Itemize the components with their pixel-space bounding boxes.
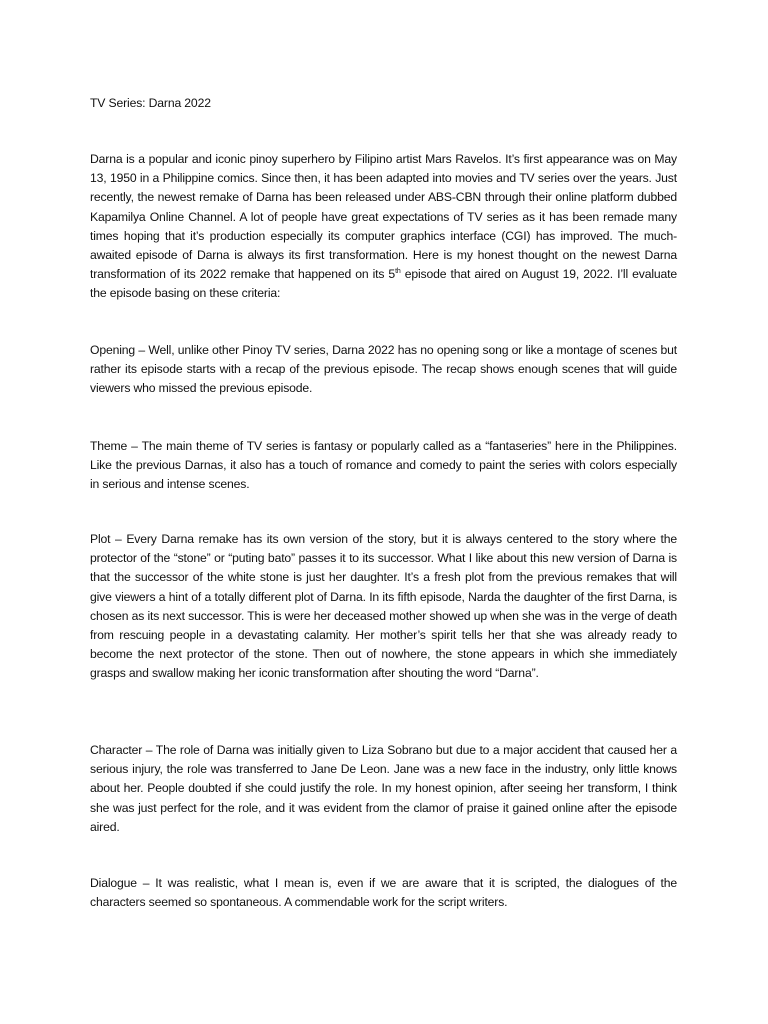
dialogue-paragraph: Dialogue – It was realistic, what I mean is, even if we are aware that it is scripted, the dialogues of the characters seemed so spontaneous. A commendable work for the script writers.: [90, 876, 677, 910]
opening-paragraph: Opening – Well, unlike other Pinoy TV series, Darna 2022 has no opening song or like a montage of scenes but rather its episode starts with a recap of the previous episode. The recap shows enough scenes that will guide viewers who missed the previous episode.: [90, 343, 677, 396]
ordinal-superscript: th: [395, 268, 401, 276]
intro-text-part2: episode that aired on August 19, 2022. I’ll evaluate the episode basing on these criteria:: [90, 267, 678, 301]
document-title: TV Series: Darna 2022: [90, 96, 211, 110]
intro-text-part1: Darna is a popular and iconic pinoy superhero by Filipino artist Mars Ravelos. It’s first appearance was on May 13, 1950 in a Philippine comics. Since then, it has been adapted into movies and TV series over the years. Just recently, the newest remake of Darna has been released under ABS-CBN through their online platform dubbed Kapamilya Online Channel. A lot of people have great expectations of TV series as it has been remade many times hoping that it’s production especially its computer graphics interface (CGI) has improved. The much-awaited episode of Darna is always its first transformation. Here is my honest thought on the newest Darna transformation of its 2022 remake that happened on its 5: [90, 152, 677, 282]
intro-paragraph: [90, 150, 677, 304]
plot-paragraph: Plot – Every Darna remake has its own version of the story, but it is always centered to the story where the protector of the “stone” or “puting bato” passes it to its successor. What I like about this new version of Darna is that the successor of the white stone is just her daughter. It’s a fresh plot from the previous remakes that will give viewers a hint of a totally different plot of Darna. In its fifth episode, Narda the daughter of the first Darna, is chosen as its next successor. This is were her deceased mother showed up when she was in the verge of death from rescuing people in a devastating calamity. Her mother’s spirit tells her that she was already ready to become the next protector of the stone. Then out of nowhere, the stone appears in which she immediately grasps and swallow making her iconic transformation after shouting the word “Darna”.: [90, 532, 677, 681]
theme-paragraph: Theme – The main theme of TV series is fantasy or popularly called as a “fantaseries” here in the Philippines. Like the previous Darnas, it also has a touch of romance and comedy to paint the series with colors especially in serious and intense scenes.: [90, 439, 677, 492]
character-paragraph: Character – The role of Darna was initially given to Liza Sobrano but due to a major accident that caused her a serious injury, the role was transferred to Jane De Leon. Jane was a new face in the industry, only little knows about her. People doubted if she could justify the role. In my honest opinion, after seeing her transform, I think she was just perfect for the role, and it was evident from the clamor of praise it gained online after the episode aired.: [90, 743, 677, 834]
